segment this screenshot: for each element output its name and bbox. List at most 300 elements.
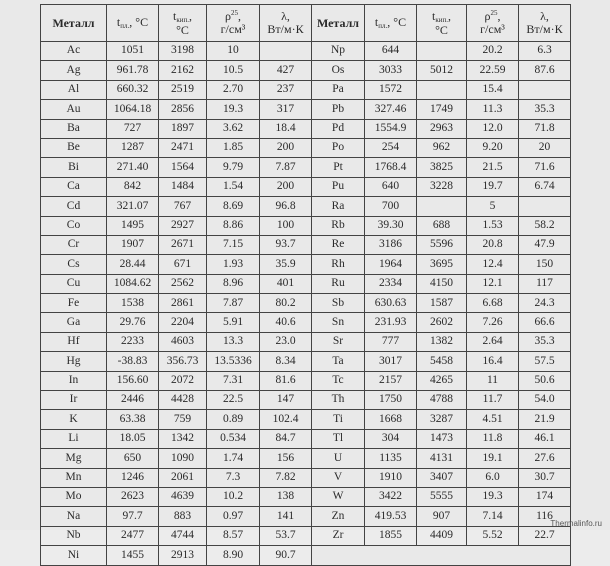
conductivity-cell: 96.8 (260, 197, 312, 216)
melting-point-cell: 630.63 (365, 294, 417, 313)
melting-point-cell: 18.05 (107, 429, 159, 448)
boiling-point-cell: 2162 (159, 61, 207, 80)
header-conductivity-right: λ, Вт/м·К (519, 5, 571, 42)
table-row (41, 352, 571, 371)
density-cell: 8.86 (207, 216, 260, 235)
conductivity-cell: 71.8 (519, 119, 571, 138)
melting-point-cell: 97.7 (107, 507, 159, 526)
melting-point-cell: 327.46 (365, 100, 417, 119)
conductivity-cell: 47.9 (519, 235, 571, 254)
table-row (41, 487, 571, 506)
melting-point-cell: 321.07 (107, 197, 159, 216)
density-cell: 12.4 (467, 255, 519, 274)
density-cell: 9.20 (467, 138, 519, 157)
metal-cell: Mo (41, 487, 107, 506)
density-cell: 6.0 (467, 468, 519, 487)
table-row (41, 100, 571, 119)
metal-cell: Ir (41, 391, 107, 410)
metal-cell: Ti (312, 410, 365, 429)
melting-point-cell: 1495 (107, 216, 159, 235)
boiling-point-cell: 2602 (417, 313, 467, 332)
boiling-point-cell: 1382 (417, 332, 467, 351)
melting-point-cell: 842 (107, 177, 159, 196)
density-cell: 7.26 (467, 313, 519, 332)
metal-cell: Pt (312, 158, 365, 177)
metal-cell: Sr (312, 332, 365, 351)
density-cell: 6.68 (467, 294, 519, 313)
metal-cell: Fe (41, 294, 107, 313)
metal-cell: Cr (41, 235, 107, 254)
metal-cell: Pu (312, 177, 365, 196)
metal-cell: Ac (41, 42, 107, 61)
table-row (41, 294, 571, 313)
metal-cell: Pb (312, 100, 365, 119)
conductivity-cell: 71.6 (519, 158, 571, 177)
conductivity-cell: 81.6 (260, 371, 312, 390)
metal-cell: Cs (41, 255, 107, 274)
density-cell: 7.14 (467, 507, 519, 526)
melting-point-cell: 2446 (107, 391, 159, 410)
melting-point-cell: 3017 (365, 352, 417, 371)
boiling-point-cell: 2927 (159, 216, 207, 235)
metal-cell: In (41, 371, 107, 390)
conductivity-cell: 200 (260, 138, 312, 157)
density-cell: 7.15 (207, 235, 260, 254)
conductivity-cell: 90.7 (260, 546, 312, 565)
conductivity-cell: 46.1 (519, 429, 571, 448)
boiling-point-cell: 3228 (417, 177, 467, 196)
conductivity-cell: 54.0 (519, 391, 571, 410)
metal-cell: Ag (41, 61, 107, 80)
metal-cell: Bi (41, 158, 107, 177)
table-row (41, 468, 571, 487)
density-cell: 0.534 (207, 429, 260, 448)
density-cell: 20.8 (467, 235, 519, 254)
density-cell: 19.3 (207, 100, 260, 119)
conductivity-cell: 21.9 (519, 410, 571, 429)
melting-point-cell: 1538 (107, 294, 159, 313)
melting-point-cell: 1287 (107, 138, 159, 157)
conductivity-cell: 7.82 (260, 468, 312, 487)
conductivity-cell: 138 (260, 487, 312, 506)
density-cell: 20.2 (467, 42, 519, 61)
boiling-point-cell: 2861 (159, 294, 207, 313)
density-cell: 21.5 (467, 158, 519, 177)
metal-cell: V (312, 468, 365, 487)
metal-cell: Cd (41, 197, 107, 216)
density-cell: 1.54 (207, 177, 260, 196)
boiling-point-cell: 3198 (159, 42, 207, 61)
metal-cell: Pa (312, 80, 365, 99)
melting-point-cell: 1246 (107, 468, 159, 487)
boiling-point-cell: 2562 (159, 274, 207, 293)
density-cell: 11.3 (467, 100, 519, 119)
boiling-point-cell: 3695 (417, 255, 467, 274)
melting-point-cell: 3033 (365, 61, 417, 80)
boiling-point-cell: 2913 (159, 546, 207, 565)
boiling-point-cell: 2072 (159, 371, 207, 390)
boiling-point-cell: 4603 (159, 332, 207, 351)
boiling-point-cell: 1484 (159, 177, 207, 196)
metal-cell: Au (41, 100, 107, 119)
conductivity-cell: 427 (260, 61, 312, 80)
density-cell: 11.7 (467, 391, 519, 410)
melting-point-cell: 304 (365, 429, 417, 448)
boiling-point-cell: 2204 (159, 313, 207, 332)
boiling-point-cell: 5458 (417, 352, 467, 371)
boiling-point-cell: 1897 (159, 119, 207, 138)
metal-cell: Mn (41, 468, 107, 487)
density-cell: 8.96 (207, 274, 260, 293)
boiling-point-cell: 4639 (159, 487, 207, 506)
header-melting-left: $t_{пл.}$, °C (107, 5, 159, 42)
melting-point-cell: 640 (365, 177, 417, 196)
conductivity-cell: 237 (260, 80, 312, 99)
melting-point-cell: 28.44 (107, 255, 159, 274)
conductivity-cell: 6.74 (519, 177, 571, 196)
boiling-point-cell: 2471 (159, 138, 207, 157)
header-metal-right: Металл (312, 5, 365, 42)
boiling-point-cell (417, 80, 467, 99)
conductivity-cell: 24.3 (519, 294, 571, 313)
conductivity-cell: 18.4 (260, 119, 312, 138)
conductivity-cell: 40.6 (260, 313, 312, 332)
melting-point-cell: 39.30 (365, 216, 417, 235)
conductivity-cell: 23.0 (260, 332, 312, 351)
conductivity-cell: 84.7 (260, 429, 312, 448)
density-cell: 22.5 (207, 391, 260, 410)
density-cell: 5.52 (467, 526, 519, 545)
boiling-point-cell: 2519 (159, 80, 207, 99)
boiling-point-cell: 3825 (417, 158, 467, 177)
melting-point-cell: 777 (365, 332, 417, 351)
boiling-point-cell: 962 (417, 138, 467, 157)
melting-point-cell: 29.76 (107, 313, 159, 332)
boiling-point-cell: 4150 (417, 274, 467, 293)
metal-cell: W (312, 487, 365, 506)
density-cell: 10 (207, 42, 260, 61)
table-header-row (41, 5, 571, 42)
metal-cell: Ra (312, 197, 365, 216)
metal-cell: Ba (41, 119, 107, 138)
boiling-point-cell: 5555 (417, 487, 467, 506)
conductivity-cell: 22.7 (519, 526, 571, 545)
header-density-left: $\rho^{25}$, г/см³ (207, 5, 260, 42)
density-cell: 7.31 (207, 371, 260, 390)
metal-cell: Al (41, 80, 107, 99)
melting-point-cell: 63.38 (107, 410, 159, 429)
table-row (41, 138, 571, 157)
conductivity-cell: 35.3 (519, 332, 571, 351)
melting-point-cell: 700 (365, 197, 417, 216)
conductivity-cell: 147 (260, 391, 312, 410)
metal-cell: Pd (312, 119, 365, 138)
boiling-point-cell: 4131 (417, 449, 467, 468)
conductivity-cell: 57.5 (519, 352, 571, 371)
header-boiling-right: $t_{кип.}$, °C (417, 5, 467, 42)
conductivity-cell (519, 80, 571, 99)
melting-point-cell: 2334 (365, 274, 417, 293)
boiling-point-cell: 1749 (417, 100, 467, 119)
metal-cell: Li (41, 429, 107, 448)
watermark: Thermalinfo.ru (550, 519, 602, 528)
table-row (41, 546, 571, 565)
density-cell: 16.4 (467, 352, 519, 371)
table-row (41, 119, 571, 138)
melting-point-cell: 231.93 (365, 313, 417, 332)
boiling-point-cell: 4788 (417, 391, 467, 410)
boiling-point-cell: 4744 (159, 526, 207, 545)
metal-cell: Rb (312, 216, 365, 235)
boiling-point-cell: 759 (159, 410, 207, 429)
table-row (41, 197, 571, 216)
boiling-point-cell: 1342 (159, 429, 207, 448)
conductivity-cell (260, 42, 312, 61)
metal-cell: Th (312, 391, 365, 410)
density-cell: 0.97 (207, 507, 260, 526)
density-cell: 15.4 (467, 80, 519, 99)
melting-point-cell: 1051 (107, 42, 159, 61)
metal-cell: Nb (41, 526, 107, 545)
melting-point-cell: 2477 (107, 526, 159, 545)
density-cell: 2.64 (467, 332, 519, 351)
header-conductivity-left: λ, Вт/м·К (260, 5, 312, 42)
density-cell: 8.90 (207, 546, 260, 565)
melting-point-cell: 419.53 (365, 507, 417, 526)
table-row (41, 235, 571, 254)
boiling-point-cell: 4409 (417, 526, 467, 545)
boiling-point-cell: 1473 (417, 429, 467, 448)
boiling-point-cell: 1587 (417, 294, 467, 313)
table-row (41, 42, 571, 61)
density-cell: 10.2 (207, 487, 260, 506)
header-density-right: $\rho^{25}$, г/см³ (467, 5, 519, 42)
boiling-point-cell: 1564 (159, 158, 207, 177)
metal-cell: Po (312, 138, 365, 157)
melting-point-cell: 644 (365, 42, 417, 61)
density-cell: 9.79 (207, 158, 260, 177)
metal-cell: Rh (312, 255, 365, 274)
conductivity-cell: 80.2 (260, 294, 312, 313)
table-row (41, 80, 571, 99)
melting-point-cell: 1135 (365, 449, 417, 468)
melting-point-cell: 2157 (365, 371, 417, 390)
table-row (41, 216, 571, 235)
metal-cell: Be (41, 138, 107, 157)
boiling-point-cell: 883 (159, 507, 207, 526)
conductivity-cell: 66.6 (519, 313, 571, 332)
table-row (41, 61, 571, 80)
melting-point-cell: 1064.18 (107, 100, 159, 119)
boiling-point-cell: 767 (159, 197, 207, 216)
melting-point-cell: 254 (365, 138, 417, 157)
melting-point-cell: 1907 (107, 235, 159, 254)
melting-point-cell: 1910 (365, 468, 417, 487)
conductivity-cell (519, 197, 571, 216)
metals-properties-table (40, 4, 571, 566)
metal-cell: Sb (312, 294, 365, 313)
density-cell: 13.3 (207, 332, 260, 351)
table-body (41, 42, 571, 566)
boiling-point-cell: 2061 (159, 468, 207, 487)
density-cell: 8.69 (207, 197, 260, 216)
table-row (41, 410, 571, 429)
conductivity-cell: 174 (519, 487, 571, 506)
table-row (41, 449, 571, 468)
density-cell: 1.93 (207, 255, 260, 274)
conductivity-cell: 58.2 (519, 216, 571, 235)
empty-cell (312, 546, 571, 565)
boiling-point-cell: 3407 (417, 468, 467, 487)
conductivity-cell: 35.3 (519, 100, 571, 119)
melting-point-cell: 3186 (365, 235, 417, 254)
melting-point-cell: 1554.9 (365, 119, 417, 138)
density-cell: 8.57 (207, 526, 260, 545)
melting-point-cell: 1768.4 (365, 158, 417, 177)
table-row (41, 255, 571, 274)
density-cell: 10.5 (207, 61, 260, 80)
table-row (41, 177, 571, 196)
density-cell: 19.1 (467, 449, 519, 468)
conductivity-cell: 117 (519, 274, 571, 293)
metal-cell: Hf (41, 332, 107, 351)
boiling-point-cell: 2856 (159, 100, 207, 119)
table-row (41, 507, 571, 526)
table-row (41, 158, 571, 177)
density-cell: 12.1 (467, 274, 519, 293)
density-cell: 13.5336 (207, 352, 260, 371)
density-cell: 7.87 (207, 294, 260, 313)
conductivity-cell: 27.6 (519, 449, 571, 468)
boiling-point-cell: 3287 (417, 410, 467, 429)
melting-point-cell: 660.32 (107, 80, 159, 99)
conductivity-cell: 8.34 (260, 352, 312, 371)
density-cell: 11 (467, 371, 519, 390)
melting-point-cell: 2623 (107, 487, 159, 506)
density-cell: 0.89 (207, 410, 260, 429)
conductivity-cell: 141 (260, 507, 312, 526)
melting-point-cell: 1750 (365, 391, 417, 410)
metal-cell: Mg (41, 449, 107, 468)
boiling-point-cell: 671 (159, 255, 207, 274)
metal-cell: Na (41, 507, 107, 526)
boiling-point-cell: 4265 (417, 371, 467, 390)
density-cell: 11.8 (467, 429, 519, 448)
density-cell: 5 (467, 197, 519, 216)
boiling-point-cell: 688 (417, 216, 467, 235)
boiling-point-cell (417, 197, 467, 216)
melting-point-cell: 961.78 (107, 61, 159, 80)
metal-cell: Co (41, 216, 107, 235)
metal-cell: Os (312, 61, 365, 80)
density-cell: 19.7 (467, 177, 519, 196)
table-row (41, 332, 571, 351)
melting-point-cell: 1668 (365, 410, 417, 429)
conductivity-cell: 150 (519, 255, 571, 274)
header-metal-left: Металл (41, 5, 107, 42)
conductivity-cell: 87.6 (519, 61, 571, 80)
melting-point-cell: 1964 (365, 255, 417, 274)
density-cell: 1.85 (207, 138, 260, 157)
boiling-point-cell: 4428 (159, 391, 207, 410)
metal-cell: Ca (41, 177, 107, 196)
table-row (41, 313, 571, 332)
density-cell: 4.51 (467, 410, 519, 429)
boiling-point-cell: 356.73 (159, 352, 207, 371)
density-cell: 1.74 (207, 449, 260, 468)
boiling-point-cell (417, 42, 467, 61)
boiling-point-cell: 2963 (417, 119, 467, 138)
conductivity-cell: 53.7 (260, 526, 312, 545)
density-cell: 2.70 (207, 80, 260, 99)
melting-point-cell: -38.83 (107, 352, 159, 371)
melting-point-cell: 1855 (365, 526, 417, 545)
metal-cell: Re (312, 235, 365, 254)
melting-point-cell: 1455 (107, 546, 159, 565)
conductivity-cell: 102.4 (260, 410, 312, 429)
boiling-point-cell: 2671 (159, 235, 207, 254)
metal-cell: Ni (41, 546, 107, 565)
boiling-point-cell: 5012 (417, 61, 467, 80)
melting-point-cell: 156.60 (107, 371, 159, 390)
metal-cell: Np (312, 42, 365, 61)
conductivity-cell: 100 (260, 216, 312, 235)
metal-cell: Sn (312, 313, 365, 332)
density-cell: 3.62 (207, 119, 260, 138)
conductivity-cell: 30.7 (519, 468, 571, 487)
melting-point-cell: 650 (107, 449, 159, 468)
metal-cell: Zn (312, 507, 365, 526)
table-row (41, 391, 571, 410)
metal-cell: Hg (41, 352, 107, 371)
melting-point-cell: 1572 (365, 80, 417, 99)
header-melting-right: $t_{пл.}$, °C (365, 5, 417, 42)
metal-cell: Ga (41, 313, 107, 332)
table-row (41, 274, 571, 293)
conductivity-cell: 317 (260, 100, 312, 119)
conductivity-cell: 20 (519, 138, 571, 157)
metal-cell: U (312, 449, 365, 468)
conductivity-cell: 6.3 (519, 42, 571, 61)
melting-point-cell: 2233 (107, 332, 159, 351)
metal-cell: Tc (312, 371, 365, 390)
metal-cell: Ru (312, 274, 365, 293)
metal-cell: K (41, 410, 107, 429)
table-row (41, 429, 571, 448)
conductivity-cell: 116 (519, 507, 571, 526)
metal-cell: Cu (41, 274, 107, 293)
density-cell: 22.59 (467, 61, 519, 80)
table-row (41, 371, 571, 390)
density-cell: 5.91 (207, 313, 260, 332)
table-row (41, 526, 571, 545)
density-cell: 19.3 (467, 487, 519, 506)
conductivity-cell: 50.6 (519, 371, 571, 390)
conductivity-cell: 93.7 (260, 235, 312, 254)
boiling-point-cell: 5596 (417, 235, 467, 254)
conductivity-cell: 7.87 (260, 158, 312, 177)
density-cell: 12.0 (467, 119, 519, 138)
conductivity-cell: 35.9 (260, 255, 312, 274)
density-cell: 7.3 (207, 468, 260, 487)
melting-point-cell: 1084.62 (107, 274, 159, 293)
conductivity-cell: 200 (260, 177, 312, 196)
boiling-point-cell: 1090 (159, 449, 207, 468)
boiling-point-cell: 907 (417, 507, 467, 526)
metal-cell: Tl (312, 429, 365, 448)
melting-point-cell: 3422 (365, 487, 417, 506)
melting-point-cell: 271.40 (107, 158, 159, 177)
